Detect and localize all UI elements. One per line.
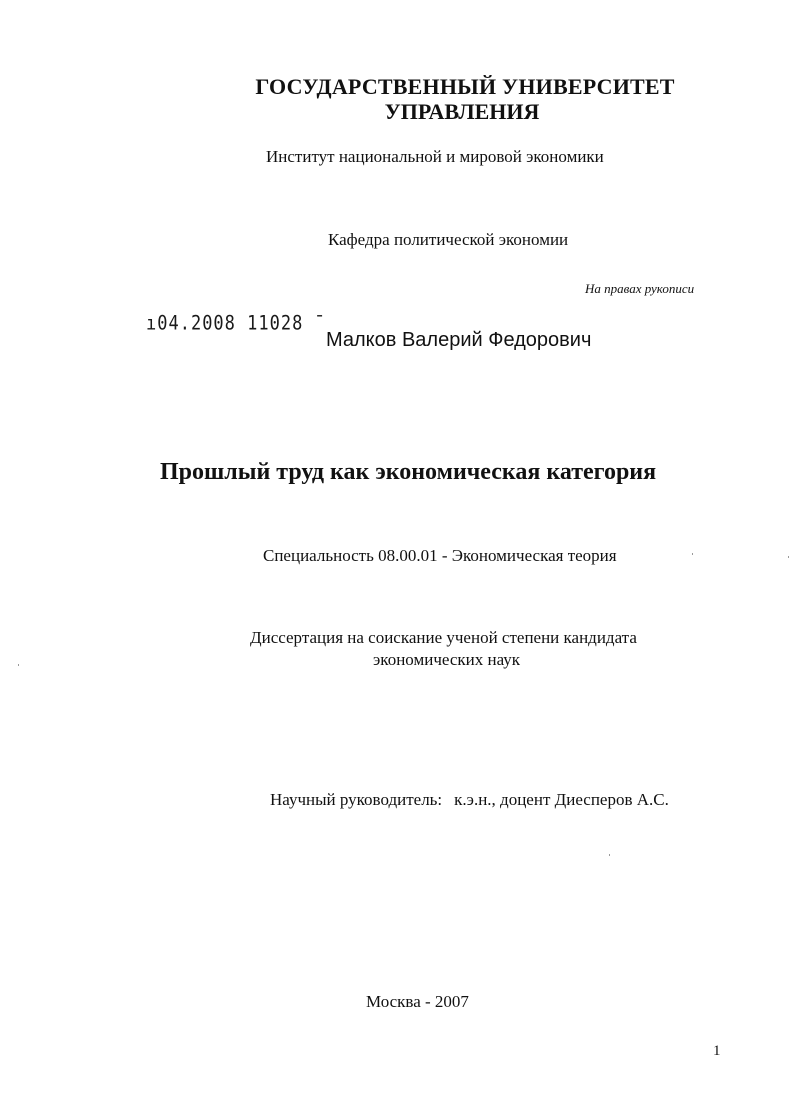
specialty-line: Специальность 08.00.01 - Экономическая теория	[263, 546, 617, 565]
manuscript-rights-note: На правах рукописи	[585, 281, 695, 296]
supervisor-label: Научный руководитель:	[270, 790, 443, 809]
page-number: 1	[713, 1043, 721, 1059]
scan-speck	[609, 854, 610, 856]
degree-statement-line2: экономических наук	[373, 650, 521, 669]
university-name-line2: УПРАВЛЕНИЯ	[384, 99, 540, 124]
supervisor-value: к.э.н., доцент Диесперов А.С.	[454, 790, 669, 809]
stamp-number-text: 04.2008 11028	[157, 312, 304, 335]
scan-speck	[788, 556, 789, 558]
department-name: Кафедра политической экономии	[328, 230, 569, 249]
stamp-mark-right: ˉ	[303, 312, 326, 335]
stamp-mark-left: ı	[146, 312, 158, 335]
degree-statement-line1: Диссертация на соискание ученой степени кандидата	[250, 628, 637, 647]
scan-speck	[692, 553, 693, 555]
city-and-year: Москва - 2007	[366, 992, 469, 1011]
university-name-line1: ГОСУДАРСТВЕННЫЙ УНИВЕРСИТЕТ	[255, 74, 675, 99]
library-stamp-number	[146, 312, 326, 335]
supervisor-line	[270, 790, 669, 810]
institute-name: Институт национальной и мировой экономики	[266, 147, 604, 166]
dissertation-title: Прошлый труд как экономическая категория	[160, 459, 657, 485]
scan-speck	[18, 664, 19, 666]
author-name: Малков Валерий Федорович	[326, 329, 592, 351]
